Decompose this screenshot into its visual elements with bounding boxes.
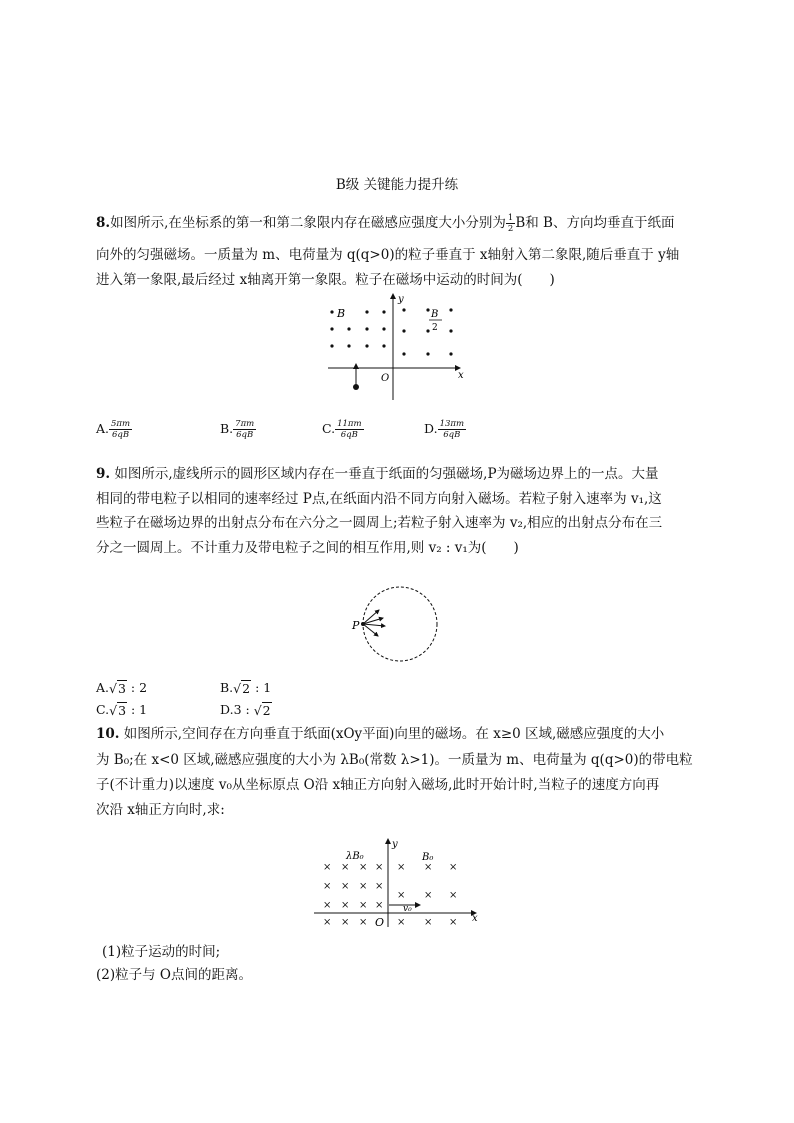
q9-option-d[interactable]: D.3 : √2 <box>220 702 271 718</box>
svg-text:×: × <box>359 881 368 892</box>
label-v0: v₀ <box>403 904 412 914</box>
svg-text:×: × <box>359 900 368 911</box>
q9-line4: 分之一圆周上。不计重力及带电粒子之间的相互作用,则 v₂ : v₁为( ) <box>96 540 519 556</box>
svg-text:×: × <box>397 917 406 928</box>
svg-text:×: × <box>323 917 332 928</box>
svg-text:×: × <box>449 862 458 873</box>
q10-figure <box>310 835 485 935</box>
x-axis-label: x <box>472 913 478 924</box>
y-axis-label: y <box>398 294 404 305</box>
svg-text:×: × <box>397 862 406 873</box>
q10-line3: 子(不计重力)以速度 v₀从坐标原点 O沿 x轴正方向射入磁场,此时开始计时,当粒子的速度方向再 <box>96 777 660 793</box>
q9-line3: 些粒子在磁场边界的出射点分布在六分之一圆周上;若粒子射入速率为 v₂,相应的出射点分布在三 <box>96 515 663 531</box>
svg-text:×: × <box>341 917 350 928</box>
q9-option-b[interactable]: B.√2 : 1 <box>220 680 272 696</box>
q10-sub2: (2)粒子与 O点间的距离。 <box>96 967 252 983</box>
q8-number: 8. <box>96 215 111 231</box>
q9-line1: 9. 如图所示,虚线所示的圆形区域内存在一垂直于纸面的匀强磁场,P为磁场边界上的一点。大量 <box>96 466 659 482</box>
q10-line4: 次沿 x轴正方向时,求: <box>96 802 225 818</box>
q9-figure <box>345 580 445 670</box>
svg-text:×: × <box>449 890 458 901</box>
label-B: B <box>337 307 346 320</box>
svg-text:×: × <box>341 862 350 873</box>
svg-text:×: × <box>375 900 384 911</box>
origin-label: O <box>381 373 390 384</box>
svg-text:×: × <box>424 917 433 928</box>
q8-line2: 向外的匀强磁场。一质量为 m、电荷量为 q(q>0)的粒子垂直于 x轴射入第二象限,随后垂直于 y轴 <box>96 247 680 263</box>
y-axis-label: y <box>392 839 398 850</box>
q10-line2: 为 B₀;在 x<0 区域,磁感应强度的大小为 λB₀(常数 λ>1)。一质量为 m、电荷量为 q(q>0)的带电粒 <box>96 752 693 768</box>
section-title: B级 关键能力提升练 <box>335 177 459 193</box>
svg-text:×: × <box>449 917 458 928</box>
field-dots-right <box>402 308 452 355</box>
svg-text:×: × <box>323 900 332 911</box>
label-p: P <box>352 619 360 632</box>
q8-option-a[interactable]: A. $\frac{5\pi m}{6qB}$ <box>96 419 131 440</box>
q10-number: 10. <box>96 726 120 742</box>
q8-option-d[interactable]: D. $\frac{13\pi m}{6qB}$ <box>424 419 465 440</box>
half-fraction: $\frac{1}{2}$ <box>507 213 514 234</box>
svg-text:×: × <box>323 862 332 873</box>
q8-figure <box>320 290 470 405</box>
field-crosses-right <box>397 862 457 928</box>
q8-line3: 进入第一象限,最后经过 x轴离开第一象限。粒子在磁场中运动的时间为( ) <box>96 272 555 288</box>
svg-text:×: × <box>341 900 350 911</box>
q9-line2: 相同的带电粒子以相同的速率经过 P点,在纸面内沿不同方向射入磁场。若粒子射入速率为 v₁,这 <box>96 491 662 507</box>
svg-text:×: × <box>375 881 384 892</box>
svg-text:×: × <box>359 917 368 928</box>
svg-text:×: × <box>341 881 350 892</box>
q9-option-c[interactable]: C.√3 : 1 <box>96 702 148 718</box>
x-axis-label: x <box>458 370 464 381</box>
origin-label: O <box>375 916 385 929</box>
entry-arrows <box>363 610 385 636</box>
svg-text:×: × <box>359 862 368 873</box>
label-lambda-b0: λB₀ <box>346 851 364 862</box>
label-half-B-num: B <box>431 309 439 320</box>
q9-option-a[interactable]: A.√3 : 2 <box>96 680 148 696</box>
svg-text:×: × <box>375 862 384 873</box>
q8-text-b: B和 B、方向均垂直于纸面 <box>515 215 675 231</box>
svg-text:×: × <box>397 890 406 901</box>
svg-text:×: × <box>424 862 433 873</box>
label-b0: B₀ <box>422 852 434 863</box>
q8-option-c[interactable]: C. $\frac{11\pi m}{6qB}$ <box>322 419 362 440</box>
field-boundary-circle <box>363 587 437 661</box>
q10-sub1: (1)粒子运动的时间; <box>102 944 221 960</box>
q8-option-b[interactable]: B. $\frac{7\pi m}{6qB}$ <box>220 419 255 440</box>
q10-line1: 10. 如图所示,空间存在方向垂直于纸面(xOy平面)向里的磁场。在 x≥0 区域,磁感应强度的大小 <box>96 726 665 742</box>
svg-text:×: × <box>323 881 332 892</box>
q9-number: 9. <box>96 466 111 482</box>
q8-text-a: 如图所示,在坐标系的第一和第二象限内存在磁感应强度大小分别为 <box>110 215 506 231</box>
label-half-B-den: 2 <box>432 323 438 333</box>
svg-text:×: × <box>424 890 433 901</box>
q8-line1 <box>96 211 674 234</box>
